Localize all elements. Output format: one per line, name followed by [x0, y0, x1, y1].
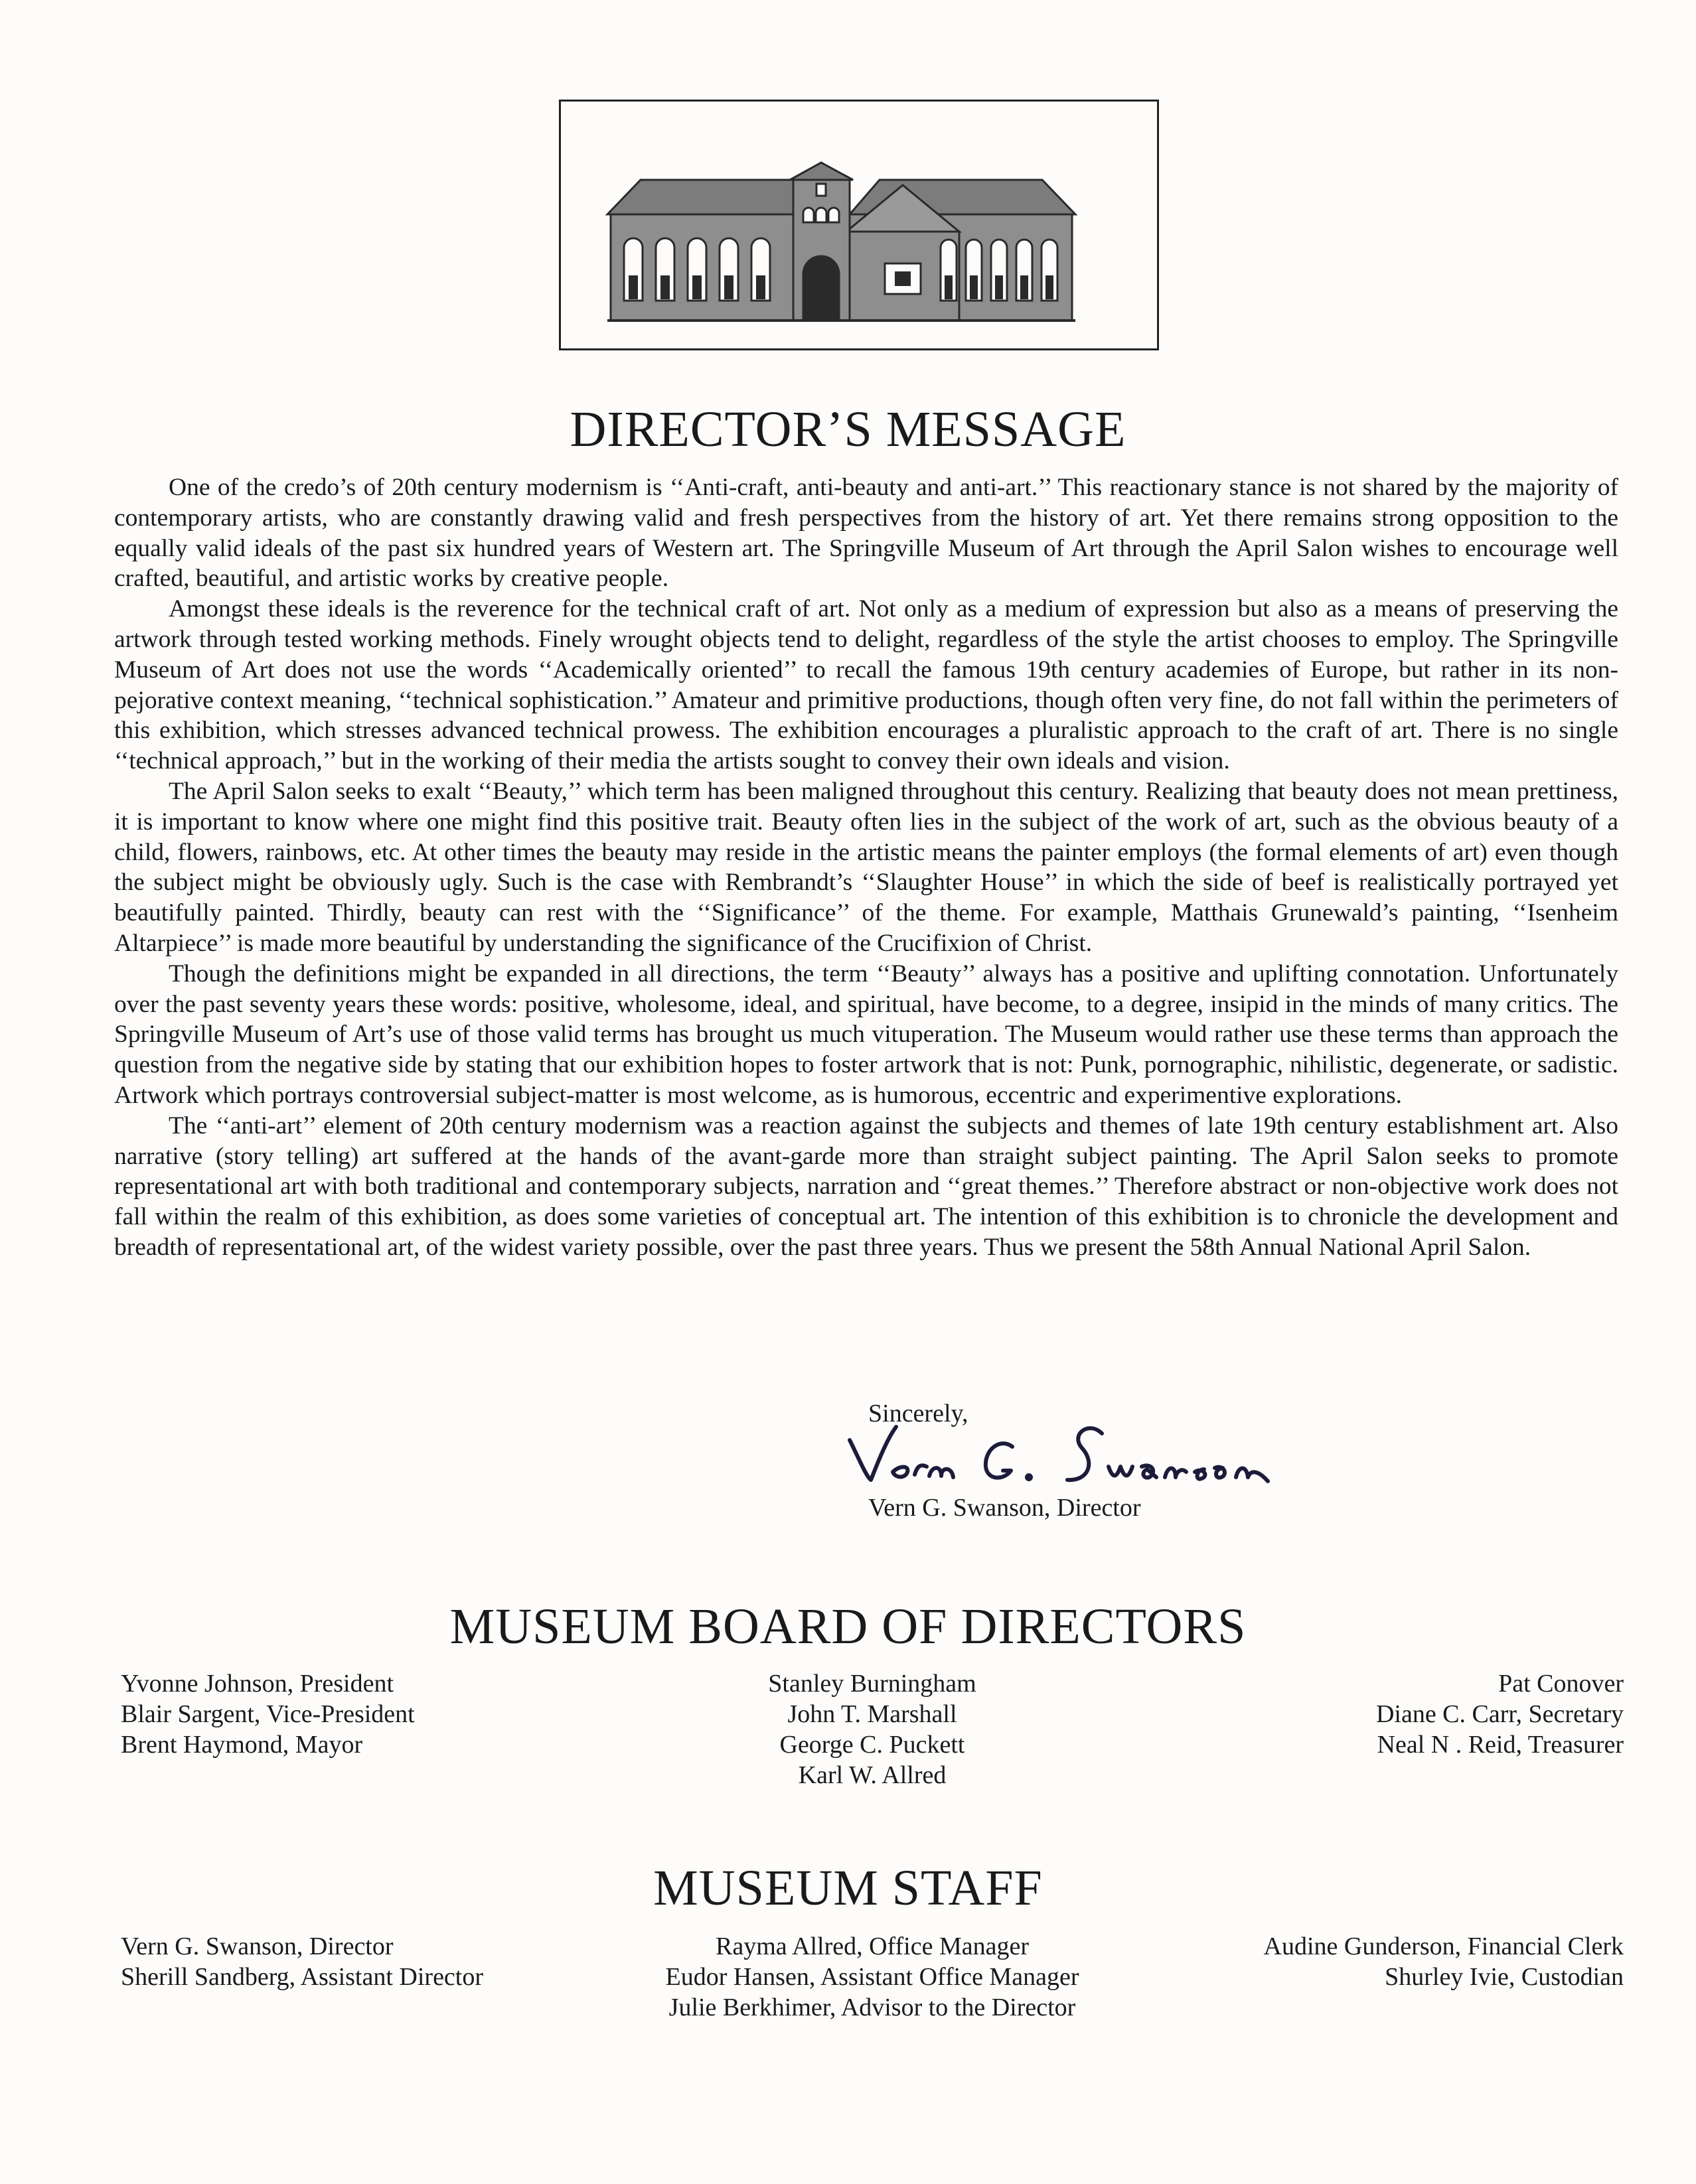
staff-title: MUSEUM STAFF [653, 1860, 1043, 1916]
directors-message-title: DIRECTOR’S MESSAGE [570, 401, 1126, 457]
message-paragraph: Though the definitions might be expanded in all directions, the term ‘‘Beauty’’ always has a positive and uplifting connotation. Unfortunately over the past seventy years these words: positive, wholesome, ideal, and spiritual, have become, to a degree, insipid in the minds of many critics. The Springville Museum of Art’s use of those valid terms has brought us much vituperation. The Museum would rather use these terms than approach the question from the negative side by stating that our exhibition hopes to foster artwork that is not: Punk, pornographic, nihilistic, degenerate, or sadistic. Artwork which portrays controversial subject-matter is most welcome, as is humorous, eccentric and experimentive explorations. [114, 960, 1618, 1109]
staff-member: Eudor Hansen, Assistant Office Manager [665, 1963, 1079, 1991]
staff-member: Rayma Allred, Office Manager [715, 1932, 1029, 1960]
board-right-column [1376, 1668, 1624, 1760]
board-member: Stanley Burningham [768, 1670, 976, 1698]
board-member: Blair Sargent, Vice-President [121, 1700, 415, 1728]
board-member: Brent Haymond, Mayor [121, 1731, 363, 1759]
board-title: MUSEUM BOARD OF DIRECTORS [449, 1599, 1247, 1654]
signer-name: Vern G. Swanson, Director [868, 1494, 1141, 1522]
staff-member: Vern G. Swanson, Director [121, 1932, 394, 1960]
staff-right-column [1264, 1931, 1624, 1992]
board-member: Pat Conover [1498, 1670, 1624, 1698]
message-paragraph: The April Salon seeks to exalt ‘‘Beauty,’’ which term has been maligned throughout this century. Realizing that beauty does not mean prettiness, it is important to know where one might find this positive trait. Beauty often lies in the subject of the work of art, such as the obvious beauty of a child, flowers, rainbows, etc. At other times the beauty may reside in the artistic means the painter employs (the formal elements of art) even though the subject might be obviously ugly. Such is the case with Rembrandt’s ‘‘Slaughter House’’ in which the side of beef is realistically portrayed yet beautifully painted. Thirdly, beauty can rest with the ‘‘Significance’’ of the theme. For example, Matthais Grunewald’s painting, ‘‘Isenheim Altarpiece’’ is made more beautiful by understanding the significance of the Crucifixion of Christ. [114, 777, 1618, 957]
staff-member: Shurley Ivie, Custodian [1385, 1963, 1624, 1991]
closing-salutation: Sincerely, [868, 1400, 968, 1427]
board-member: Diane C. Carr, Secretary [1375, 1700, 1624, 1728]
staff-member: Audine Gunderson, Financial Clerk [1263, 1932, 1624, 1960]
board-member: John T. Marshall [787, 1700, 957, 1728]
board-member: George C. Puckett [779, 1731, 965, 1759]
board-member: Yvonne Johnson, President [121, 1670, 394, 1698]
museum-logo [559, 100, 1159, 350]
board-member: Karl W. Allred [798, 1761, 947, 1789]
museum-building-icon [561, 102, 1157, 348]
staff-member: Julie Berkhimer, Advisor to the Director [668, 1994, 1076, 2021]
message-body [114, 473, 1618, 1263]
message-paragraph: Amongst these ideals is the reverence for the technical craft of art. Not only as a medium of expression but also as a means of preserving the artwork through tested working methods. Finely wrought objects tend to delight, regardless of the style the artist chooses to employ. The Springville Museum of Art does not use the words ‘‘Academically oriented’’ to recall the famous 19th century academies of Europe, but rather in its non-pejorative context meaning, ‘‘technical sophistication.’’ Amateur and primitive productions, though often very fine, do not fall within the perimeters of this exhibition, which stresses advanced technical prowess. The exhibition encourages a pluralistic approach to the craft of art. There is no single ‘‘technical approach,’’ but in the working of their media the artists sought to convey their own ideals and vision. [114, 595, 1618, 775]
handwritten-signature [830, 1414, 1334, 1493]
message-paragraph: One of the credo’s of 20th century modernism is ‘‘Anti-craft, anti-beauty and anti-art.’’ This reactionary stance is not shared by the majority of contemporary artists, who are constantly drawing valid and fresh perspectives from the history of art. Yet there remains strong opposition to the equally valid ideals of the past six hundred years of Western art. The Springville Museum of Art through the April Salon wishes to encourage well crafted, beautiful, and artistic works by creative people. [114, 474, 1618, 593]
message-paragraph: The ‘‘anti-art’’ element of 20th century modernism was a reaction against the subjects and themes of late 19th century establishment art. Also narrative (story telling) art suffered at the hands of the avant-garde more than straight subject painting. The April Salon seeks to promote representational art with both traditional and contemporary subjects, narration and ‘‘great themes.’’ Therefore abstract or non-objective work does not fall within the realm of this exhibition, as does some varieties of conceptual art. The intention of this exhibition is to chronicle the development and breadth of representational art, of the widest variety possible, over the past three years. Thus we present the 58th Annual National April Salon. [114, 1112, 1618, 1261]
staff-member: Sherill Sandberg, Assistant Director [121, 1963, 484, 1991]
board-member: Neal N . Reid, Treasurer [1377, 1731, 1624, 1759]
